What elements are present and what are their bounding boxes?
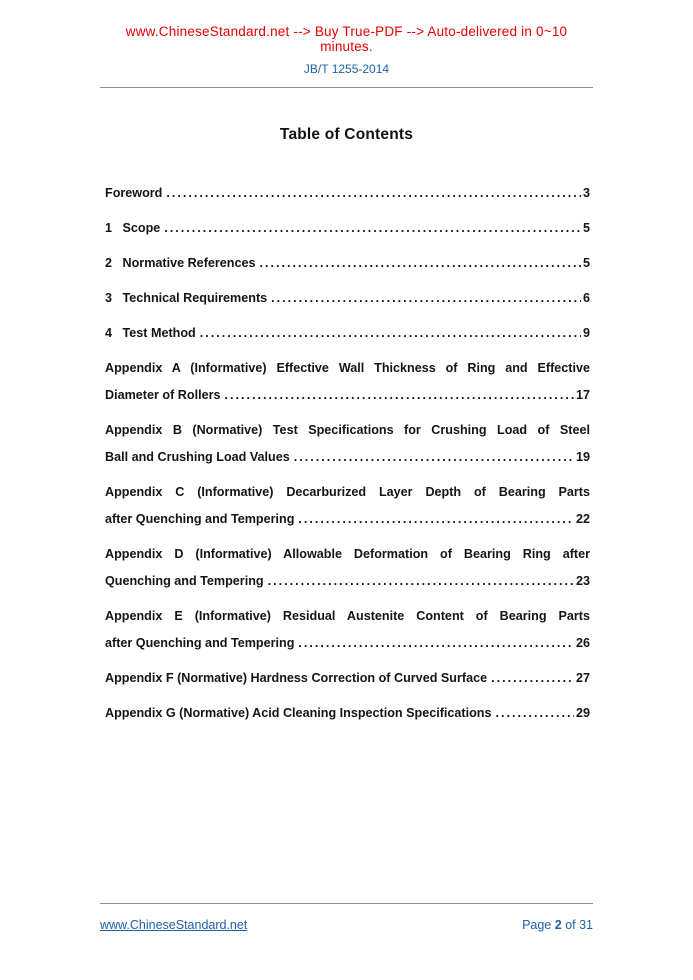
page-title: Table of Contents: [279, 126, 414, 143]
toc-entry-appendix-e[interactable]: [105, 603, 590, 657]
dot-leader: [164, 215, 581, 242]
toc-entry-appendix-a[interactable]: [105, 355, 590, 409]
toc-page-number: 26: [575, 636, 590, 650]
page-indicator-number: 2: [554, 918, 562, 932]
toc-entry-text: 4 Test Method: [105, 326, 196, 340]
toc-page-number: 23: [575, 574, 590, 588]
toc-entry-text: 3 Technical Requirements: [105, 291, 268, 305]
toc-entry-text: after Quenching and Tempering: [105, 512, 295, 526]
toc-entry-text: Appendix G (Normative) Acid Cleaning Inspection Specifications: [105, 706, 492, 720]
dot-leader: [166, 180, 581, 207]
page-footer: [100, 903, 593, 932]
toc-page-number: 9: [582, 326, 590, 340]
toc-entry-foreword[interactable]: [105, 180, 590, 207]
toc-entry-text: after Quenching and Tempering: [105, 636, 295, 650]
table-of-contents: [0, 144, 693, 727]
toc-entry-appendix-b[interactable]: [105, 417, 590, 471]
dot-leader: [491, 665, 574, 692]
toc-entry-text: Appendix A (Informative) Effective Wall Thickness of Ring and Effective: [105, 361, 590, 375]
toc-entry-test-method[interactable]: [105, 320, 590, 347]
toc-page-number: 5: [582, 256, 590, 270]
toc-entry-text: Foreword: [105, 186, 163, 200]
toc-entry-appendix-c[interactable]: [105, 479, 590, 533]
toc-entry-text: Appendix F (Normative) Hardness Correction of Curved Surface: [105, 671, 488, 685]
toc-entry-text: Appendix E (Informative) Residual Austenite Content of Bearing Parts: [105, 609, 590, 623]
toc-entry-appendix-d[interactable]: [105, 541, 590, 595]
toc-page-number: 5: [582, 221, 590, 235]
toc-entry-text: Appendix C (Informative) Decarburized Layer Depth of Bearing Parts: [105, 485, 590, 499]
page-header: [0, 0, 693, 88]
toc-entry-text: Ball and Crushing Load Values: [105, 450, 290, 464]
toc-entry-appendix-g[interactable]: [105, 700, 590, 727]
toc-page-number: 6: [582, 291, 590, 305]
toc-page-number: 27: [575, 671, 590, 685]
toc-entry-text: 2 Normative References: [105, 256, 256, 270]
footer-link[interactable]: www.ChineseStandard.net: [100, 918, 248, 932]
toc-entry-text: Diameter of Rollers: [105, 388, 221, 402]
toc-page-number: 19: [575, 450, 590, 464]
page-indicator-suffix: of 31: [565, 918, 593, 932]
dot-leader: [200, 320, 581, 347]
toc-entry-text: Quenching and Tempering: [105, 574, 264, 588]
page-indicator-prefix: Page: [522, 918, 552, 932]
toc-entry-appendix-f[interactable]: [105, 665, 590, 692]
dot-leader: [496, 700, 574, 727]
toc-entry-technical-requirements[interactable]: [105, 285, 590, 312]
dot-leader: [294, 444, 574, 471]
toc-page-number: 3: [582, 186, 590, 200]
page-indicator: [522, 918, 593, 932]
dot-leader: [271, 285, 581, 312]
toc-entry-text: 1 Scope: [105, 221, 161, 235]
toc-page-number: 17: [575, 388, 590, 402]
header-divider: [100, 87, 593, 88]
dot-leader: [298, 506, 574, 533]
toc-entry-normative-references[interactable]: [105, 250, 590, 277]
dot-leader: [298, 630, 574, 657]
promo-banner-link[interactable]: www.ChineseStandard.net --> Buy True-PDF --> Auto-delivered in 0~10 minutes.: [125, 24, 568, 54]
dot-leader: [224, 382, 574, 409]
dot-leader: [268, 568, 574, 595]
toc-entry-text: Appendix D (Informative) Allowable Deformation of Bearing Ring after: [105, 547, 590, 561]
toc-entry-text: Appendix B (Normative) Test Specifications for Crushing Load of Steel: [105, 423, 590, 437]
toc-page-number: 22: [575, 512, 590, 526]
standard-number: JB/T 1255-2014: [303, 62, 390, 76]
toc-page-number: 29: [575, 706, 590, 720]
toc-entry-scope[interactable]: [105, 215, 590, 242]
dot-leader: [260, 250, 581, 277]
